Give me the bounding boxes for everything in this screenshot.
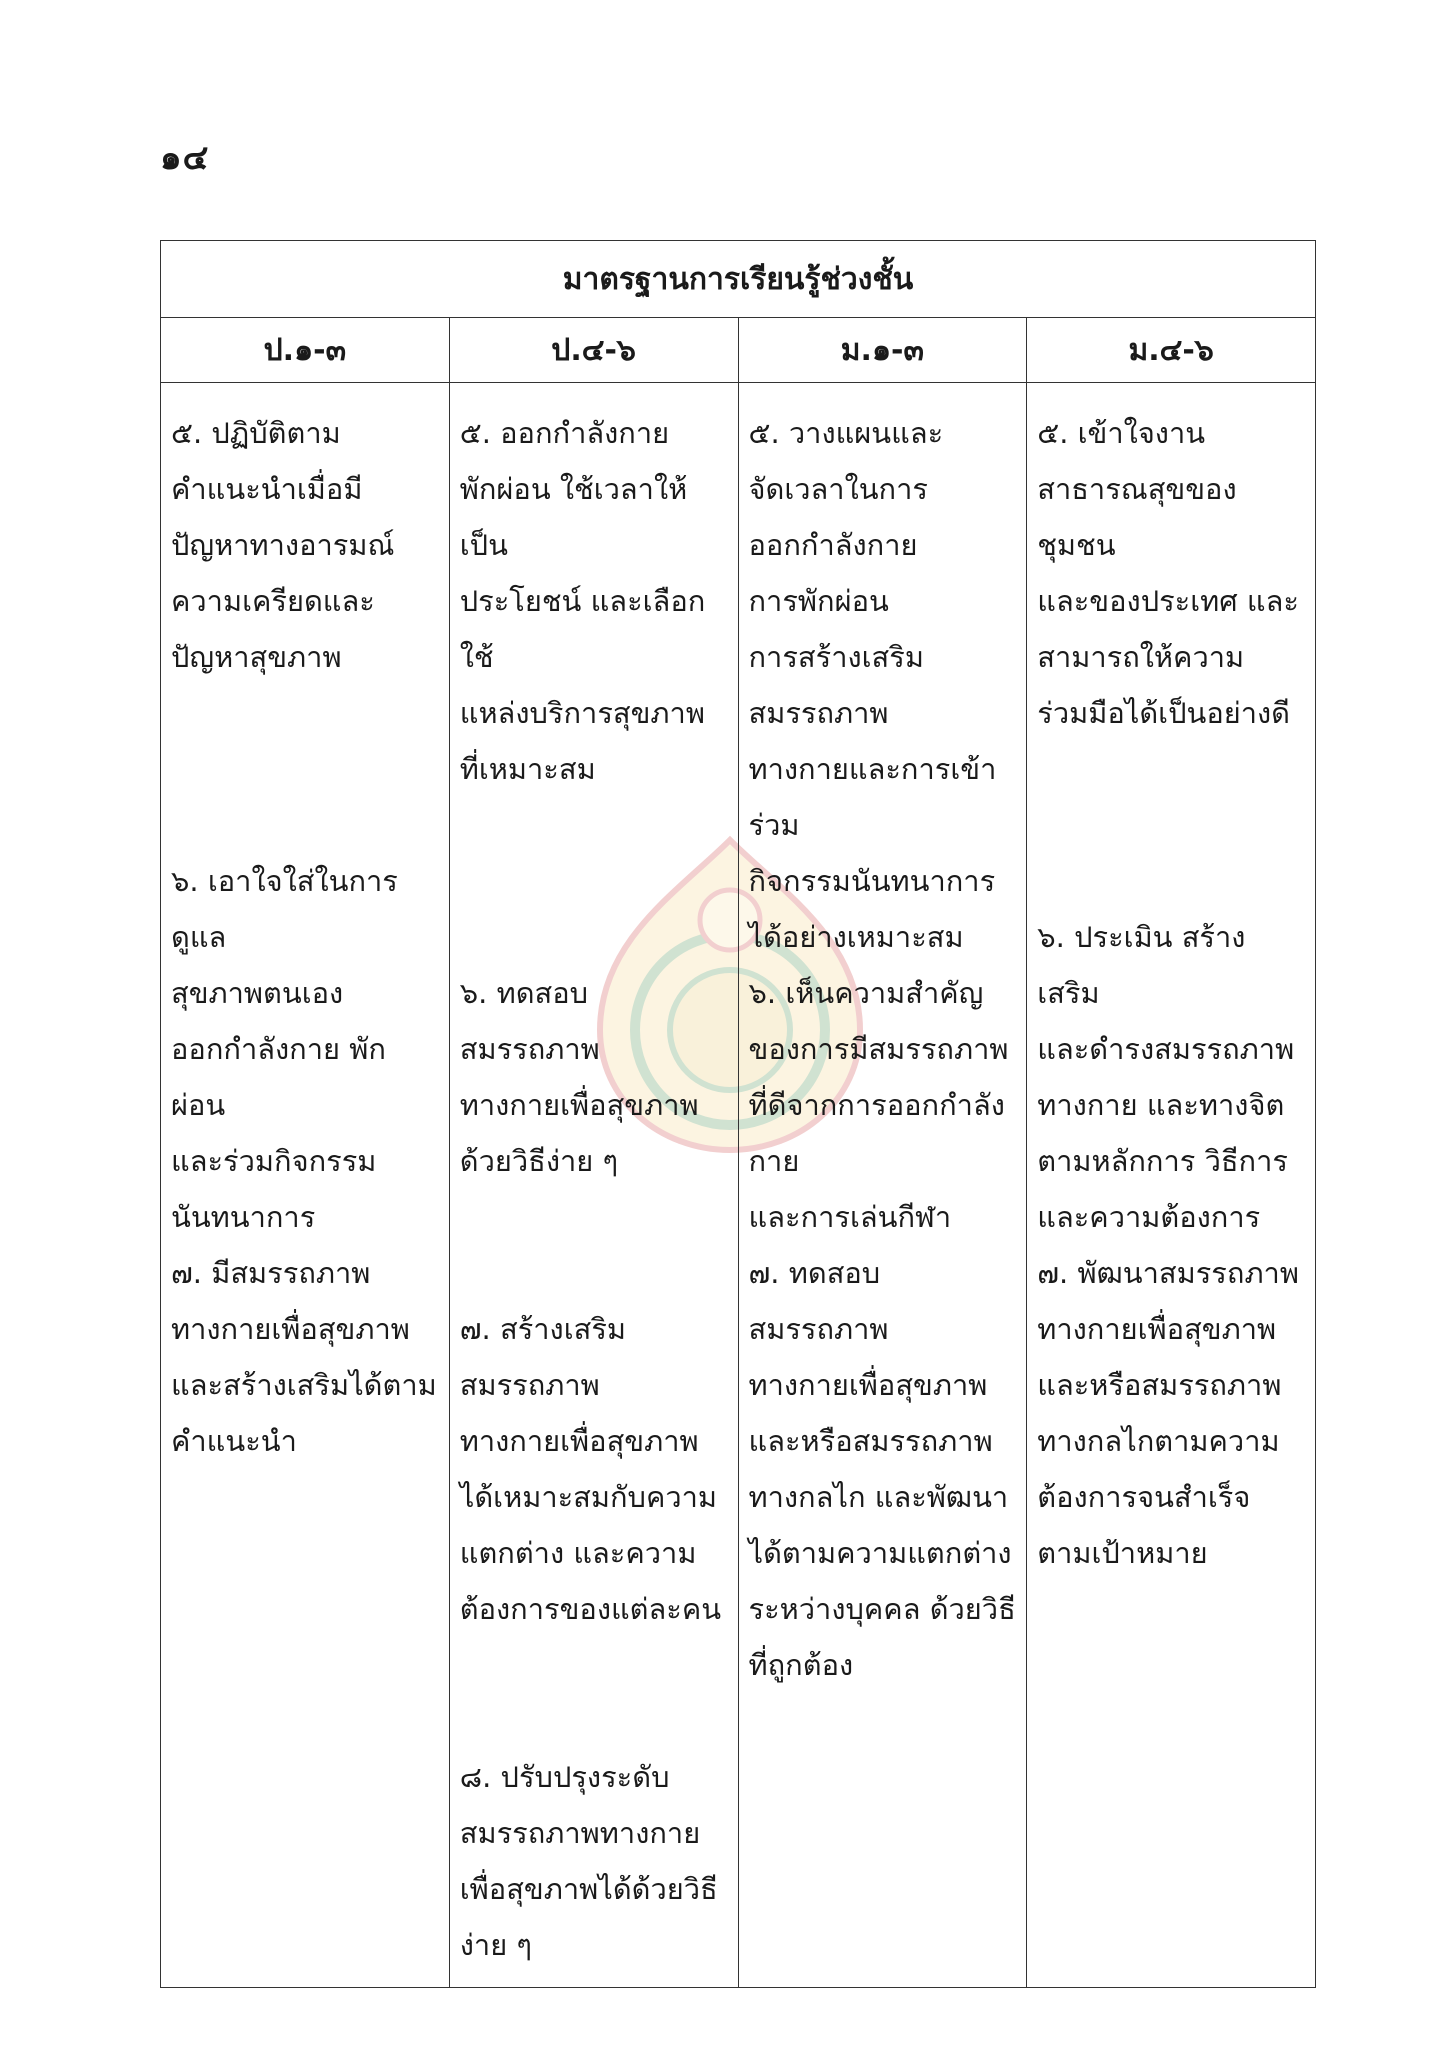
standard-item-line: การพักผ่อน xyxy=(748,584,889,618)
column-cell-p4-6 xyxy=(449,383,738,1988)
standard-item-line: ทางกายเพื่อสุขภาพ xyxy=(1037,1312,1277,1346)
standard-item-line: ได้อย่างเหมาะสม xyxy=(748,920,964,954)
standard-item-line: ออกกำลังกาย พักผ่อน xyxy=(171,1032,386,1122)
standard-item-line: ๗. พัฒนาสมรรถภาพ xyxy=(1037,1256,1299,1290)
standard-item xyxy=(749,405,1017,965)
standard-item-line: ที่ถูกต้อง xyxy=(748,1648,854,1682)
standard-item-line: ทางกาย และทางจิต xyxy=(1037,1088,1285,1122)
standard-item-line: ๖. เห็นความสำคัญ xyxy=(748,976,984,1010)
standard-item-line: จัดเวลาในการ xyxy=(748,472,928,506)
standard-item xyxy=(171,405,439,685)
standard-item-line: ๖. ทดสอบสมรรถภาพ xyxy=(459,976,600,1066)
standard-item-line: ระหว่างบุคคล ด้วยวิธี xyxy=(748,1592,1016,1626)
column-cell-p1-3 xyxy=(161,383,450,1988)
standard-item-line: สามารถให้ความ xyxy=(1037,640,1245,674)
standard-item-line: ปัญหาสุขภาพ xyxy=(171,640,342,674)
standard-item-line: ทางกลไก และพัฒนา xyxy=(748,1480,1009,1514)
standard-item-line: ของการมีสมรรถภาพ xyxy=(748,1032,1009,1066)
standard-item-line: และดำรงสมรรถภาพ xyxy=(1037,1032,1295,1066)
standards-table xyxy=(160,240,1316,1988)
standard-item xyxy=(1037,1245,1305,1581)
standard-item-line: ๗. ทดสอบสมรรถภาพ xyxy=(748,1256,889,1346)
standard-item-line: และสร้างเสริมได้ตาม xyxy=(171,1368,437,1402)
column-cell-m4-6 xyxy=(1027,383,1316,1988)
standard-item xyxy=(1037,405,1305,741)
standard-item xyxy=(460,1301,728,1637)
standard-item-line: แหล่งบริการสุขภาพ xyxy=(459,696,705,730)
column-header: ป.๑-๓ xyxy=(161,318,450,383)
standard-item-line: ตามหลักการ วิธีการ xyxy=(1037,1144,1288,1178)
standard-item-line: ๗. สร้างเสริมสมรรถภาพ xyxy=(459,1312,627,1402)
standard-item-line: ๕. ออกกำลังกาย xyxy=(459,416,670,450)
standard-item-line: ๖. เอาใจใส่ในการดูแล xyxy=(171,864,398,954)
column-cell-m1-3 xyxy=(738,383,1027,1988)
standard-item-line: ตามเป้าหมาย xyxy=(1037,1536,1208,1570)
standard-item-line: ทางกายและการเข้าร่วม xyxy=(748,752,997,842)
standard-item-line: และร่วมกิจกรรม xyxy=(171,1144,377,1178)
standard-item-line: ต้องการของแต่ละคน xyxy=(459,1592,722,1626)
standard-item-line: และหรือสมรรถภาพ xyxy=(748,1424,993,1458)
standard-item-line: คำแนะนำเมื่อมี xyxy=(171,472,363,506)
standard-item-line: ต้องการจนสำเร็จ xyxy=(1037,1480,1251,1514)
standard-item xyxy=(171,853,439,1245)
standard-item-line: แตกต่าง และความ xyxy=(459,1536,697,1570)
page-number: ๑๔ xyxy=(160,138,210,178)
table-title: มาตรฐานการเรียนรู้ช่วงชั้น xyxy=(161,241,1316,318)
standard-item xyxy=(749,1245,1017,1693)
standard-item-line: ด้วยวิธีง่าย ๆ xyxy=(459,1144,619,1178)
column-header: ม.๔-๖ xyxy=(1027,318,1316,383)
standard-item-line: ๗. มีสมรรถภาพ xyxy=(171,1256,371,1290)
standard-item-line: ๖. ประเมิน สร้างเสริม xyxy=(1037,920,1246,1010)
standard-item-line: ทางกายเพื่อสุขภาพ xyxy=(748,1368,988,1402)
standard-item-line: และการเล่นกีฬา xyxy=(748,1200,952,1234)
standard-item-line: นันทนาการ xyxy=(171,1200,316,1234)
standard-item-line: ๘. ปรับปรุงระดับ xyxy=(459,1760,670,1794)
standard-item-line: ทางกายเพื่อสุขภาพ xyxy=(171,1312,410,1346)
standard-item-line: และความต้องการ xyxy=(1037,1200,1261,1234)
standard-item-line: ทางกลไกตามความ xyxy=(1037,1424,1280,1458)
standard-item xyxy=(749,965,1017,1245)
standard-item-line: ประโยชน์ และเลือกใช้ xyxy=(459,584,706,674)
standard-item xyxy=(460,405,728,797)
standard-item-line: การสร้างเสริมสมรรถภาพ xyxy=(748,640,924,730)
standard-item-line: เพื่อสุขภาพได้ด้วยวิธี xyxy=(459,1872,718,1906)
standard-item-line: ความเครียดและ xyxy=(171,584,375,618)
standard-item xyxy=(460,1749,728,1973)
standard-item-line: สมรรถภาพทางกาย xyxy=(459,1816,701,1850)
standard-item-line: กิจกรรมนันทนาการ xyxy=(748,864,996,898)
standard-item-line: สุขภาพตนเอง xyxy=(171,976,344,1010)
standard-item-line: ที่ดีจากการออกกำลังกาย xyxy=(748,1088,1005,1178)
standard-item-line: ๕. เข้าใจงาน xyxy=(1037,416,1206,450)
standard-item-line: ทางกายเพื่อสุขภาพ xyxy=(459,1088,699,1122)
standard-item-line: และของประเทศ และ xyxy=(1037,584,1299,618)
standard-item-line: สาธารณสุขของชุมชน xyxy=(1037,472,1237,562)
standard-item-line: ได้ตามความแตกต่าง xyxy=(748,1536,1012,1570)
standard-item-line: คำแนะนำ xyxy=(171,1424,297,1458)
standard-item-line: ได้เหมาะสมกับความ xyxy=(459,1480,718,1514)
standard-item-line: ทางกายเพื่อสุขภาพ xyxy=(459,1424,699,1458)
standard-item-line: ๕. ปฏิบัติตาม xyxy=(171,416,341,450)
standard-item xyxy=(1037,909,1305,1245)
standard-item-line: ๕. วางแผนและ xyxy=(748,416,944,450)
standard-item-line: พักผ่อน ใช้เวลาให้เป็น xyxy=(459,472,688,562)
standard-item-line: ที่เหมาะสม xyxy=(459,752,596,786)
column-header: ป.๔-๖ xyxy=(449,318,738,383)
standard-item-line: ออกกำลังกาย xyxy=(748,528,918,562)
column-header: ม.๑-๓ xyxy=(738,318,1027,383)
standard-item-line: ปัญหาทางอารมณ์ xyxy=(171,528,395,562)
standard-item-line: ง่าย ๆ xyxy=(459,1928,532,1962)
standard-item-line: และหรือสมรรถภาพ xyxy=(1037,1368,1282,1402)
standard-item xyxy=(171,1245,439,1469)
standard-item-line: ร่วมมือได้เป็นอย่างดี xyxy=(1037,696,1291,730)
standard-item xyxy=(460,965,728,1189)
